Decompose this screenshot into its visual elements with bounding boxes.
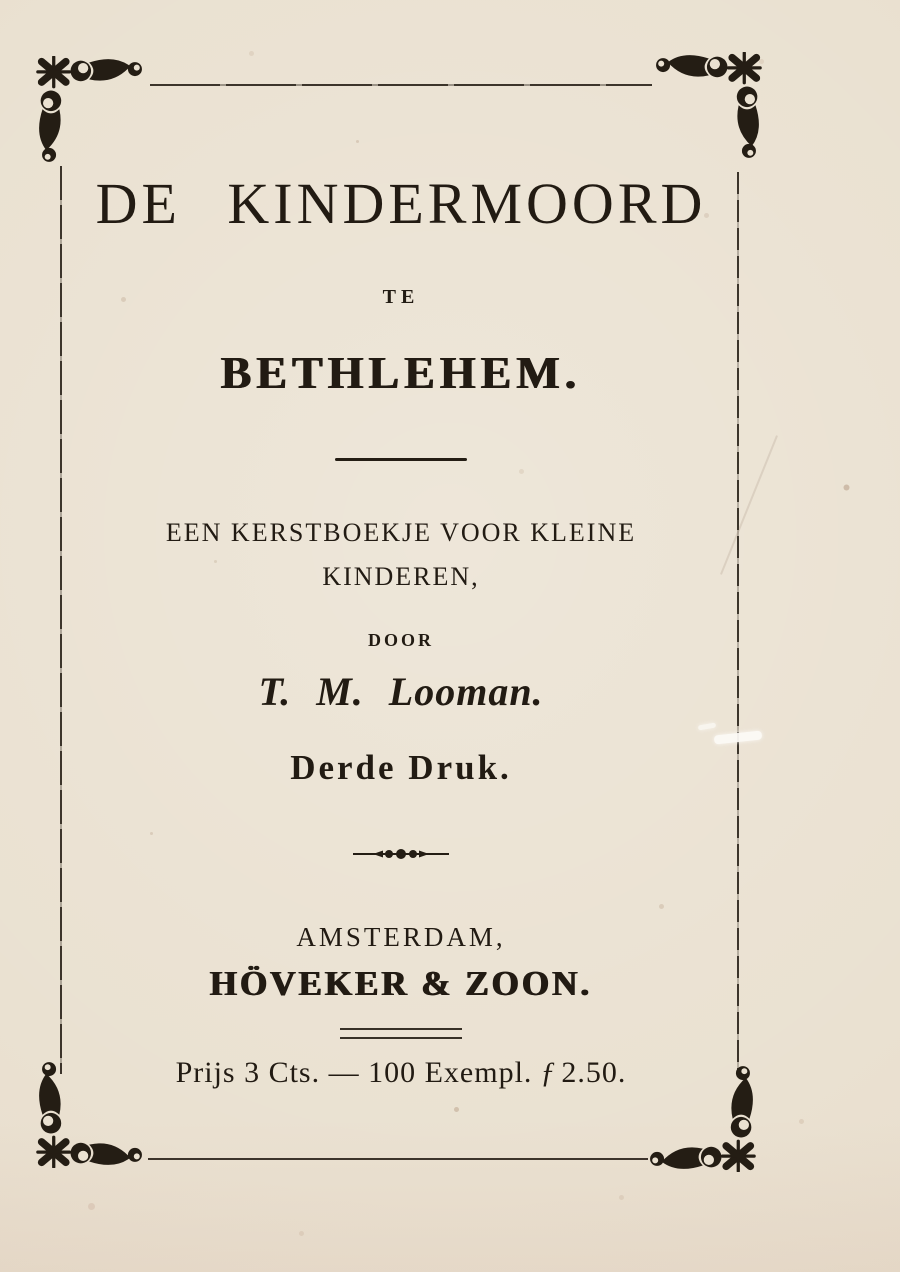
imprint-city: AMSTERDAM, (296, 922, 506, 952)
price-prefix: Prijs 3 Cts. — 100 Exempl. (175, 1056, 533, 1089)
subtitle-line-1: EEN KERSTBOEKJE VOOR KLEINE (165, 518, 637, 547)
section-rule (335, 458, 467, 461)
double-rule (340, 1028, 462, 1039)
title-te: TE (382, 286, 420, 308)
title-main: DE KINDERMOORD (95, 171, 707, 236)
title-page-content (62, 0, 740, 1272)
edition-note: Derde Druk. (290, 748, 512, 787)
imprint-publisher: HÖVEKER & ZOON. (209, 964, 593, 1003)
author-name: T. M. Looman. (258, 669, 544, 714)
price-line (62, 1056, 740, 1090)
price-amount: 2.50. (561, 1056, 627, 1089)
title-place: BETHLEHEM. (220, 347, 582, 398)
subtitle-line-2: KINDEREN, (322, 562, 480, 591)
paper-specks (0, 0, 3, 3)
florin-symbol: ƒ (540, 1056, 557, 1089)
byline-door: DOOR (368, 630, 434, 650)
fleuron-divider-icon (351, 846, 451, 862)
